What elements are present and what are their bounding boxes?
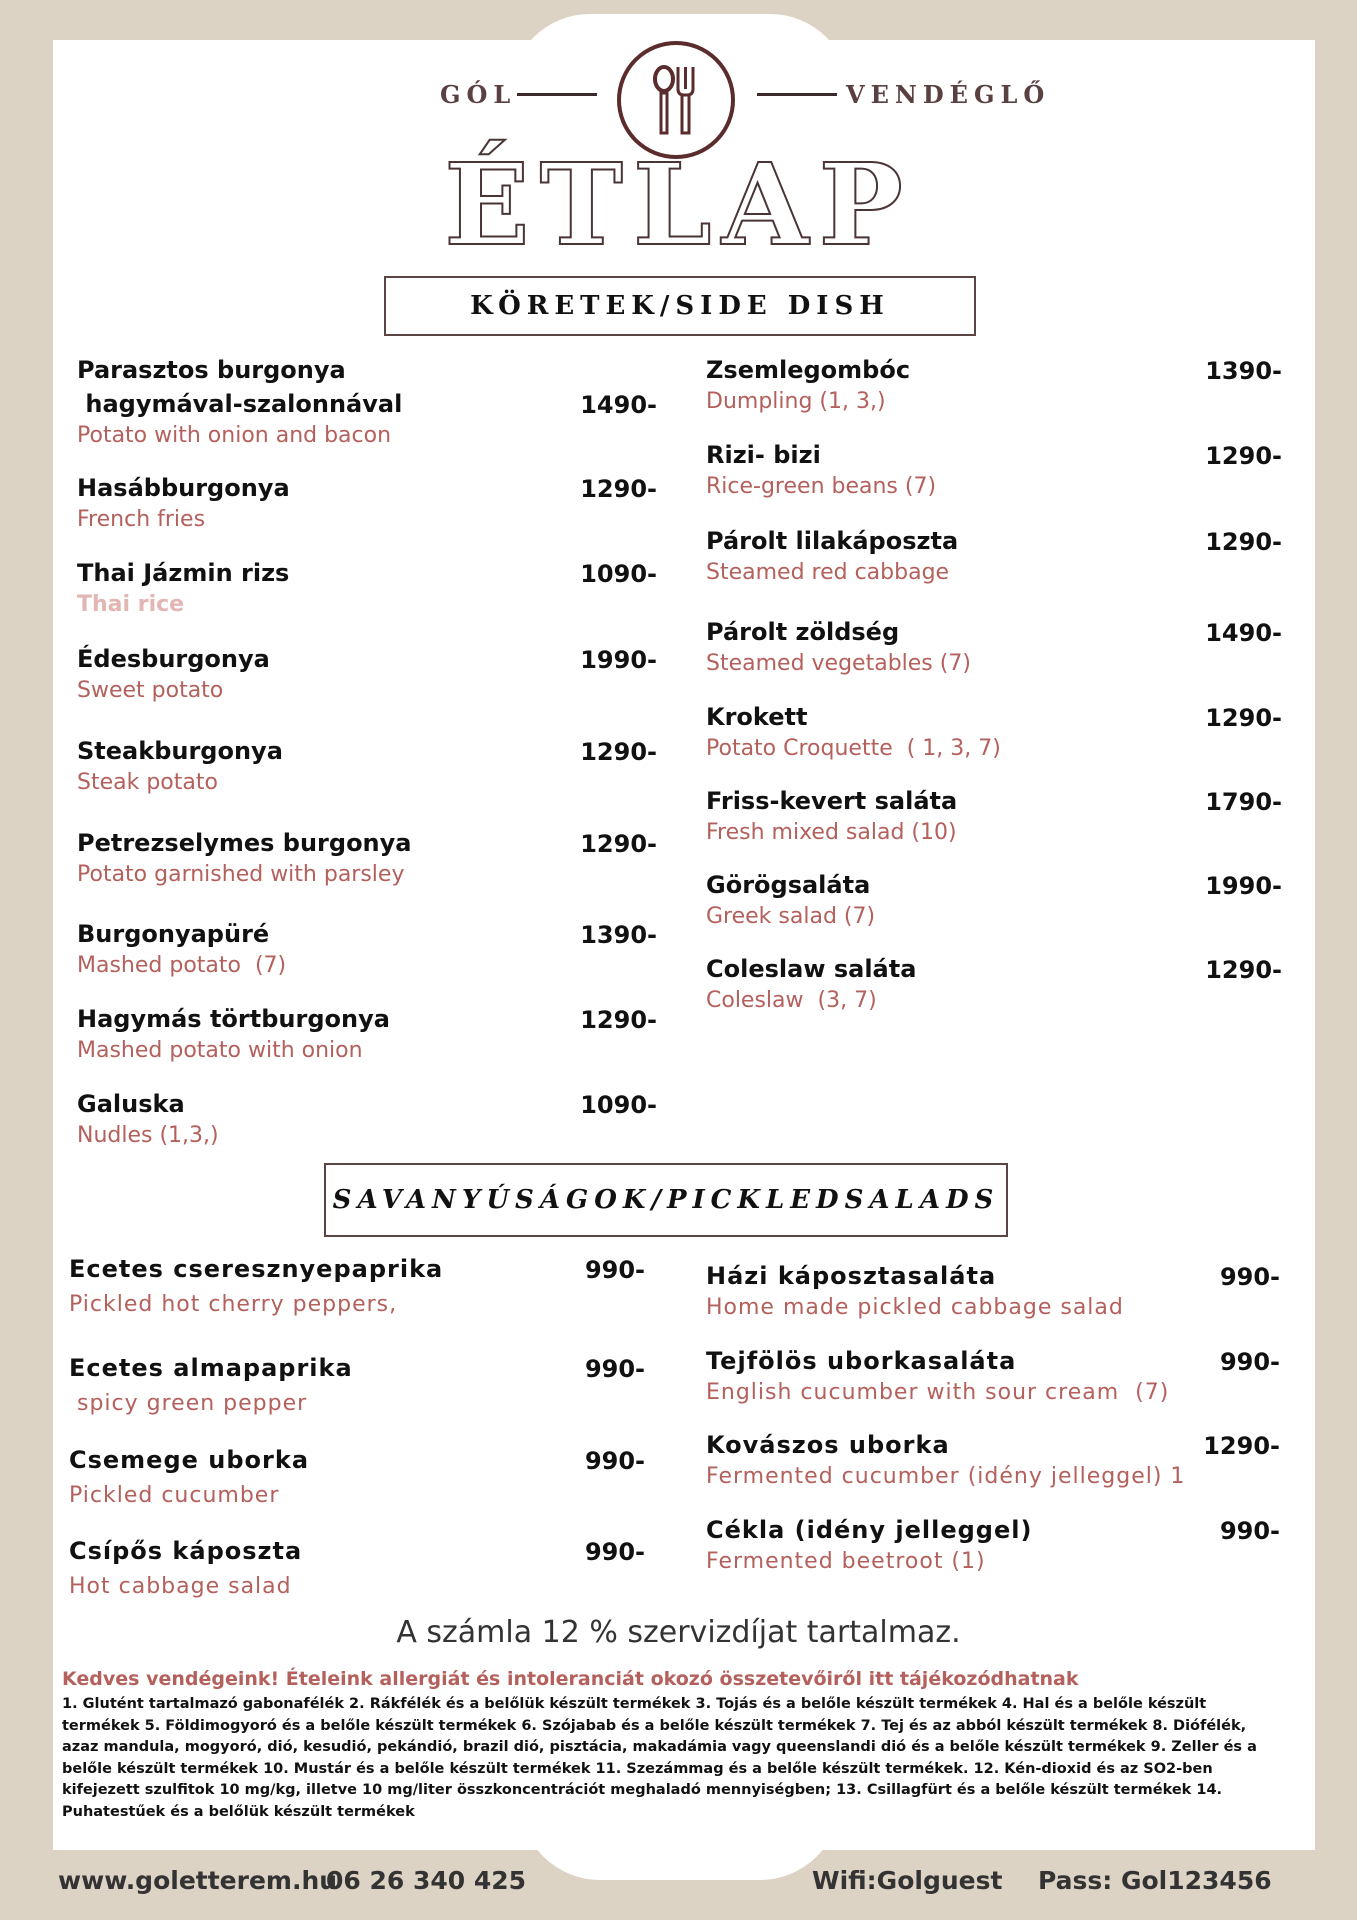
item-price: 1990- <box>580 646 657 674</box>
item-name: Cékla (idény jelleggel) <box>706 1516 1033 1544</box>
item-description: Hot cabbage salad <box>69 1574 292 1599</box>
item-price: 1290- <box>1205 956 1282 984</box>
item-name: Krokett <box>706 703 808 731</box>
item-price: 990- <box>584 1256 645 1284</box>
menu-item <box>69 1252 443 1320</box>
item-name: Hagymás törtburgonya <box>77 1005 390 1033</box>
wifi-name: Wifi:Golguest <box>812 1866 1003 1895</box>
item-name: Párolt lilakáposzta <box>706 527 959 555</box>
item-description: Nudles (1,3,) <box>77 1123 219 1148</box>
item-price: 1090- <box>580 560 657 588</box>
menu-item <box>77 734 283 798</box>
item-price: 1990- <box>1205 872 1282 900</box>
item-name: Burgonyapüré <box>77 920 270 948</box>
item-description: Fermented beetroot (1) <box>706 1549 986 1574</box>
item-description: Steamed vegetables (7) <box>706 651 971 676</box>
item-description: Mashed potato (7) <box>77 953 287 978</box>
item-name: Ecetes cseresznyepaprika <box>69 1255 444 1283</box>
item-description: Dumpling (1, 3,) <box>706 389 886 414</box>
section-title-sides: KÖRETEK/SIDE DISH <box>384 276 976 336</box>
item-description: English cucumber with sour cream (7) <box>706 1380 1170 1405</box>
item-description: Fresh mixed salad (10) <box>706 820 957 845</box>
menu-item <box>77 1087 219 1151</box>
item-price: 1490- <box>580 391 657 419</box>
item-name: Hasábburgonya <box>77 474 290 502</box>
item-description: Mashed potato with onion <box>77 1038 363 1063</box>
menu-item <box>77 471 290 535</box>
item-name: Thai Jázmin rizs <box>77 559 290 587</box>
menu-item <box>69 1443 309 1511</box>
phone-number[interactable]: 06 26 340 425 <box>326 1866 527 1895</box>
item-price: 1290- <box>1205 442 1282 470</box>
item-name: Görögsaláta <box>706 871 871 899</box>
item-name: Friss-kevert saláta <box>706 787 958 815</box>
item-name: Párolt zöldség <box>706 618 900 646</box>
item-description: Potato Croquette ( 1, 3, 7) <box>706 736 1001 761</box>
item-price: 990- <box>584 1355 645 1383</box>
item-description: Thai rice <box>77 592 185 617</box>
item-description: Potato with onion and bacon <box>77 423 392 448</box>
item-price: 1390- <box>580 921 657 949</box>
item-description: Potato garnished with parsley <box>77 862 405 887</box>
service-charge-note: A számla 12 % szervizdíjat tartalmaz. <box>396 1615 961 1650</box>
allergy-title: Kedves vendégeink! Ételeink allergiát és intoleranciát okozó összetevőiről itt tájékozódhatnak <box>62 1668 1079 1690</box>
item-name: Tejfölös uborkasaláta <box>706 1347 1017 1375</box>
brand-line-right <box>757 93 837 96</box>
item-name: Házi káposztasaláta <box>706 1262 997 1290</box>
menu-item <box>706 700 1001 764</box>
wifi-password: Pass: Gol123456 <box>1038 1866 1272 1895</box>
item-name: Zsemlegombóc <box>706 356 911 384</box>
menu-item <box>77 353 402 451</box>
item-name: Coleslaw saláta <box>706 955 917 983</box>
page-title: ÉTLAP <box>444 140 913 271</box>
menu-item <box>706 438 936 502</box>
item-name: Csípős káposzta <box>69 1537 303 1565</box>
menu-item <box>77 826 411 890</box>
menu-item <box>706 1428 1185 1492</box>
menu-item <box>706 353 910 417</box>
item-price: 1490- <box>1205 619 1282 647</box>
item-price: 990- <box>1219 1348 1280 1376</box>
item-price: 990- <box>584 1538 645 1566</box>
item-description: Steamed red cabbage <box>706 560 950 585</box>
item-price: 990- <box>584 1447 645 1475</box>
menu-item <box>706 1344 1169 1408</box>
item-price: 990- <box>1219 1263 1280 1291</box>
menu-item <box>706 615 971 679</box>
item-description: Steak potato <box>77 770 218 795</box>
allergy-list: 1. Glutént tartalmazó gabonafélék 2. Rákfélék és a belőlük készült termékek 3. Tojás és a belőle készült termékek 4. Hal és a belőle készült termékek 5. Földimogyoró és a belőle készült termékek 6. Szójabab és a belőle készült termékek 7. Tej és az abból készült termékek 8. Diófélék, azaz mandula, mogyoró, dió, kesudió, pekándió, brazil dió, pisztácia, makadámia vagy queenslandi dió és a belőle készült termékek 9. Zeller és a belőle készült termékek 10. Mustár és a belőle készült termékek 11. Szezámmag és a belőle készült termékek. 12. Kén-dioxid és az SO2-ben kifejezett szulfitok 10 mg/kg, illetve 10 mg/liter összkoncentrációt meghaladó mennyiségben; 13. Csillagfürt és a belőle készült termékek 14. Puhatestűek és a belőlük készült termékek <box>62 1696 1257 1820</box>
menu-item <box>706 524 958 588</box>
item-description: Coleslaw (3, 7) <box>706 988 877 1013</box>
menu-item <box>706 952 916 1016</box>
item-name: Csemege uborka <box>69 1446 310 1474</box>
item-description: French fries <box>77 507 206 532</box>
menu-item <box>77 556 289 620</box>
item-price: 1290- <box>580 1006 657 1034</box>
menu-item <box>706 1259 1124 1323</box>
item-description: Sweet potato <box>77 678 224 703</box>
item-description: Rice-green beans (7) <box>706 474 937 499</box>
item-price: 1290- <box>1205 704 1282 732</box>
brand-right: VENDÉGLŐ <box>846 80 1051 109</box>
item-price: 1290- <box>580 830 657 858</box>
cutlery-icon <box>621 45 731 155</box>
menu-item <box>706 868 875 932</box>
menu-item <box>77 642 270 706</box>
item-name: Steakburgonya <box>77 737 283 765</box>
item-name: Édesburgonya <box>77 645 270 673</box>
item-price: 1390- <box>1205 357 1282 385</box>
brand-line-left <box>517 93 597 96</box>
item-description: Fermented cucumber (idény jelleggel) 1 <box>706 1464 1186 1489</box>
brand-left: GÓL <box>440 80 517 109</box>
item-description: Greek salad (7) <box>706 904 876 929</box>
item-description: Pickled hot cherry peppers, <box>69 1292 398 1317</box>
item-price: 1290- <box>580 738 657 766</box>
item-price: 1790- <box>1205 788 1282 816</box>
menu-item <box>77 1002 390 1066</box>
menu-item <box>69 1534 302 1602</box>
item-description: Home made pickled cabbage salad <box>706 1295 1124 1320</box>
item-description: spicy green pepper <box>69 1391 308 1416</box>
menu-item <box>706 784 957 848</box>
item-price: 1290- <box>1203 1432 1280 1460</box>
menu-item <box>706 1513 1032 1577</box>
item-name: Galuska <box>77 1090 185 1118</box>
website-link[interactable]: www.goletterem.hu <box>58 1866 338 1895</box>
item-description: Pickled cucumber <box>69 1483 280 1508</box>
item-price: 1290- <box>580 475 657 503</box>
item-price: 1290- <box>1205 528 1282 556</box>
menu-item <box>69 1351 353 1419</box>
item-name: Petrezselymes burgonya <box>77 829 412 857</box>
item-name: Parasztos burgonya hagymával-szalonnával <box>77 356 403 418</box>
menu-item <box>77 917 286 981</box>
item-name: Ecetes almapaprika <box>69 1354 353 1382</box>
section-title-pickles: SAVANYÚSÁGOK/PICKLEDSALADS <box>324 1163 1008 1237</box>
item-price: 1090- <box>580 1091 657 1119</box>
item-name: Kovászos uborka <box>706 1431 950 1459</box>
item-name: Rizi- bizi <box>706 441 821 469</box>
item-price: 990- <box>1219 1517 1280 1545</box>
